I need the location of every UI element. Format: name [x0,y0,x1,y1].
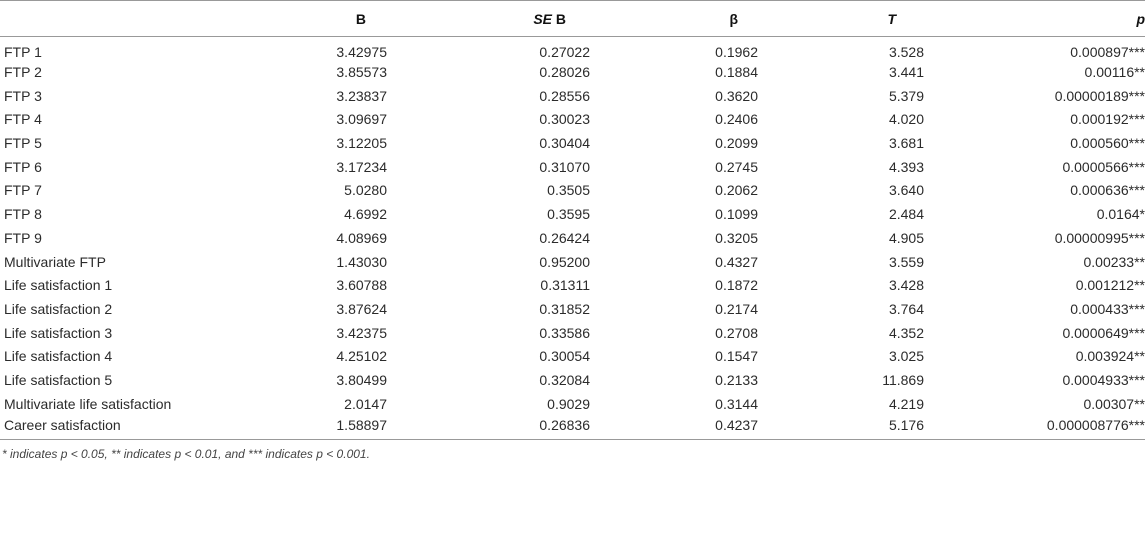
cell-p: 0.000192*** [1070,111,1145,128]
cell-se-b: 0.33586 [539,324,590,341]
table-row [0,131,1145,155]
cell-se-b: 0.28556 [539,87,590,104]
table-row [0,297,1145,321]
cell-variable: FTP 8 [4,206,42,223]
cell-p: 0.000433*** [1070,300,1145,317]
table-row [0,226,1145,250]
table-row [0,368,1145,392]
cell-se-b: 0.3595 [547,206,590,223]
cell-se-b: 0.31852 [539,300,590,317]
header-se-rest: B [552,10,566,27]
header-beta: β [622,1,798,37]
cell-t: 4.393 [888,158,924,175]
cell-beta: 0.1884 [715,64,758,81]
cell-b: 3.17234 [336,158,387,175]
table-footnote: * indicates p < 0.05, ** indicates p < 0.01, and *** indicates p < 0.001. [2,446,370,461]
cell-b: 4.08969 [336,229,387,246]
table-row [0,202,1145,226]
cell-se-b: 0.9029 [547,395,590,412]
cell-b: 3.12205 [336,135,387,152]
cell-beta: 0.1099 [715,206,758,223]
table-row [0,392,1145,416]
cell-se-b: 0.30054 [539,348,590,365]
cell-p: 0.00307** [1083,395,1145,412]
cell-variable: Career satisfaction [0,416,262,440]
cell-variable: FTP 5 [4,135,42,152]
cell-se-b: 0.26836 [422,416,622,440]
cell-t: 11.869 [882,371,924,388]
cell-p: 0.003924** [1075,348,1145,365]
header-t: T [798,1,968,37]
cell-t: 3.640 [888,182,924,199]
cell-beta: 0.1872 [715,277,758,294]
cell-variable: FTP 7 [4,182,42,199]
table-row [0,273,1145,297]
cell-variable: FTP 2 [4,64,42,81]
cell-p: 0.000897*** [1070,43,1145,60]
cell-p: 0.0164* [1096,206,1145,223]
cell-beta: 0.2406 [715,111,758,128]
cell-b: 5.0280 [344,182,387,199]
cell-beta: 0.2174 [715,300,758,317]
cell-variable: FTP 1 [4,43,42,60]
header-b: B [262,1,422,37]
cell-se-b: 0.95200 [539,253,590,270]
cell-beta: 0.4327 [715,253,758,270]
cell-se-b: 0.28026 [539,64,590,81]
cell-se-b: 0.31311 [540,277,590,294]
cell-p: 0.000636*** [1070,182,1145,199]
cell-t: 4.352 [888,324,924,341]
cell-t: 2.484 [888,206,924,223]
cell-t: 3.025 [888,348,924,365]
cell-p: 0.000560*** [1070,135,1145,152]
table-row [0,179,1145,203]
cell-beta: 0.2745 [715,158,758,175]
cell-variable: Life satisfaction 5 [4,371,113,388]
cell-se-b: 0.32084 [539,371,590,388]
table-body [0,37,1145,440]
cell-variable: Multivariate FTP [4,253,106,270]
table-header [0,1,1145,37]
cell-p: 0.0000566*** [1062,158,1145,175]
cell-variable: FTP 9 [4,229,42,246]
cell-se-b: 0.27022 [539,43,590,60]
cell-variable: Life satisfaction 3 [4,324,113,341]
cell-beta: 0.4237 [622,416,798,440]
cell-p: 0.000008776*** [968,416,1145,440]
cell-t: 3.559 [888,253,924,270]
cell-beta: 0.2708 [715,324,758,341]
cell-t: 3.441 [888,64,924,81]
cell-b: 3.60788 [336,277,387,294]
header-p: p [968,1,1145,37]
table-row [0,250,1145,274]
cell-beta: 0.3144 [715,395,758,412]
table-row [0,108,1145,132]
header-row [0,1,1145,37]
cell-p: 0.001212** [1075,277,1145,294]
cell-beta: 0.2099 [715,135,758,152]
table-row [0,84,1145,108]
cell-t: 4.219 [888,395,924,412]
cell-t: 3.764 [888,300,924,317]
table-row [0,60,1145,84]
cell-t: 3.528 [888,43,924,60]
cell-p: 0.00000995*** [1054,229,1145,246]
cell-variable: Multivariate life satisfaction [4,395,172,412]
cell-beta: 0.1547 [715,348,758,365]
cell-b: 3.42975 [336,43,387,60]
table-row [0,416,1145,440]
cell-t: 5.379 [888,87,924,104]
cell-se-b: 0.31070 [539,158,590,175]
cell-b: 4.25102 [336,348,387,365]
cell-beta: 0.3620 [715,87,758,104]
cell-b: 3.87624 [336,300,387,317]
cell-p: 0.00116** [1084,64,1145,81]
cell-t: 4.020 [888,111,924,128]
table-row [0,321,1145,345]
table-row [0,155,1145,179]
cell-b: 3.09697 [336,111,387,128]
cell-se-b: 0.26424 [539,229,590,246]
cell-beta: 0.2062 [715,182,758,199]
cell-b: 3.23837 [336,87,387,104]
table-row [0,37,1145,61]
cell-b: 3.80499 [336,371,387,388]
cell-beta: 0.2133 [715,371,758,388]
table-row [0,344,1145,368]
cell-t: 3.428 [888,277,924,294]
cell-b: 1.43030 [336,253,387,270]
cell-b: 3.42375 [336,324,387,341]
cell-t: 5.176 [798,416,968,440]
cell-b: 4.6992 [344,206,387,223]
cell-p: 0.00233** [1083,253,1145,270]
cell-beta: 0.1962 [715,43,758,60]
cell-p: 0.0004933*** [1062,371,1145,388]
cell-p: 0.0000649*** [1062,324,1145,341]
header-variable [0,1,262,37]
cell-se-b: 0.30404 [539,135,590,152]
cell-se-b: 0.3505 [547,182,590,199]
cell-se-b: 0.30023 [539,111,590,128]
cell-variable: FTP 3 [4,87,42,104]
cell-variable: FTP 4 [4,111,42,128]
cell-b: 1.58897 [262,416,422,440]
cell-t: 3.681 [888,135,924,152]
cell-p: 0.00000189*** [1054,87,1145,104]
header-se-b [422,1,622,37]
cell-variable: Life satisfaction 2 [4,300,113,317]
cell-variable: FTP 6 [4,158,42,175]
cell-beta: 0.3205 [715,229,758,246]
cell-t: 4.905 [888,229,924,246]
cell-variable: Life satisfaction 1 [4,277,113,294]
cell-b: 2.0147 [344,395,387,412]
header-se-italic: SE [533,10,552,27]
cell-b: 3.85573 [336,64,387,81]
cell-variable: Life satisfaction 4 [4,348,113,365]
